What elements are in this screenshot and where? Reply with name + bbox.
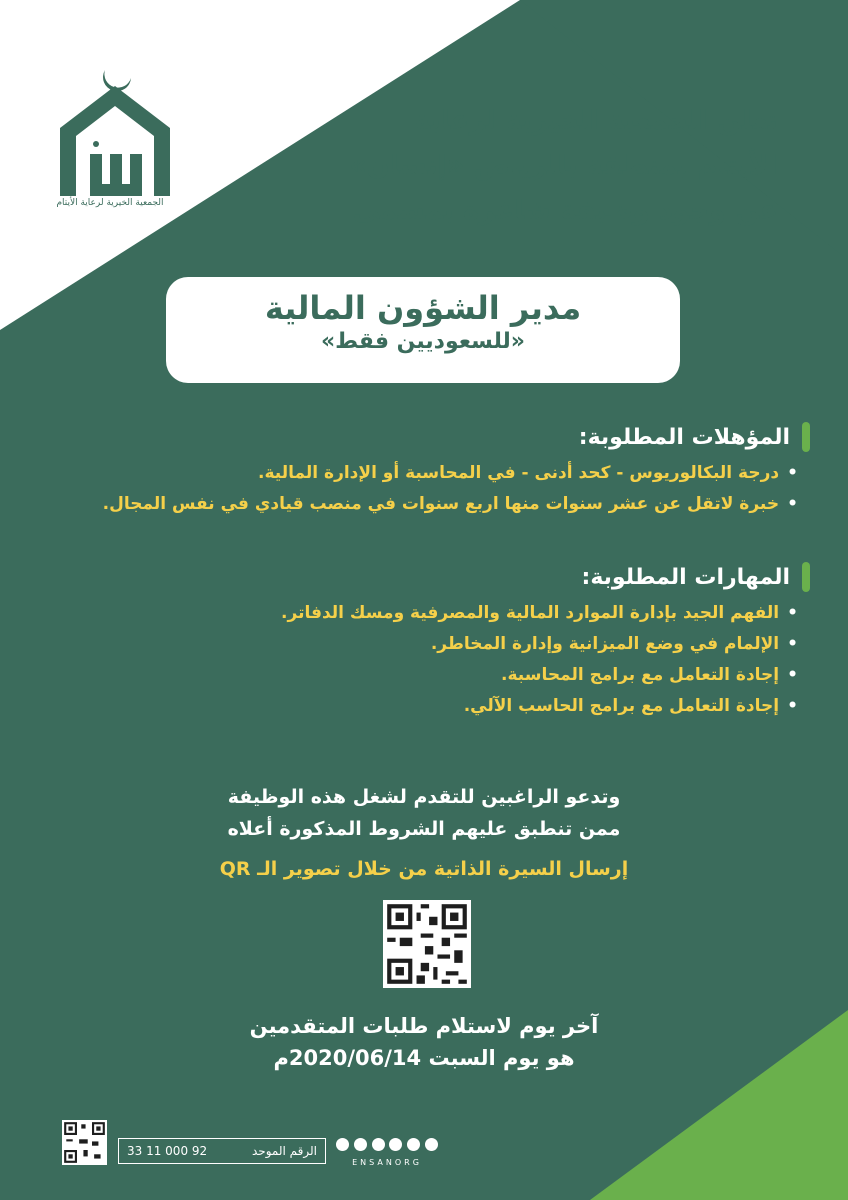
qualifications-section xyxy=(103,422,810,520)
section-marker xyxy=(802,422,810,452)
qualifications-heading: المؤهلات المطلوبة: xyxy=(578,424,790,450)
section-marker xyxy=(802,562,810,592)
call-line-3: إرسال السيرة الذاتية من خلال تصوير الـ QR xyxy=(219,858,629,880)
linkedin-icon[interactable] xyxy=(425,1138,438,1151)
skills-heading-row xyxy=(281,562,810,592)
twitter-icon[interactable] xyxy=(336,1138,349,1151)
facebook-icon[interactable] xyxy=(354,1138,367,1151)
skills-section xyxy=(281,562,810,722)
skills-list xyxy=(281,598,810,722)
list-item: •الإلمام في وضع الميزانية وإدارة المخاطر. xyxy=(430,634,798,654)
instagram-icon[interactable] xyxy=(407,1138,420,1151)
footer-brand: ENSANORG xyxy=(352,1158,422,1167)
intro-line-3: عن وجود وظيفة شاغرة بمسمى xyxy=(352,195,778,226)
job-subtitle: «للسعوديين فقط» xyxy=(320,329,526,354)
logo-caption: الجمعية الخيرية لرعاية الأيتام xyxy=(56,198,164,208)
social-icons xyxy=(336,1138,438,1158)
list-item: •إجادة التعامل مع برامج الحاسب الآلي. xyxy=(463,696,798,716)
job-title-box xyxy=(166,277,680,383)
qr-code[interactable] xyxy=(383,900,471,988)
skills-heading: المهارات المطلوبة: xyxy=(581,564,790,590)
ensan-logo-icon xyxy=(50,58,180,218)
call-line-2: ممن تنطبق عليهم الشروط المذكورة أعلاه xyxy=(227,818,621,840)
call-line-1: وتدعو الراغبين للتقدم لشغل هذه الوظيفة xyxy=(227,786,621,808)
phone-label: الرقم الموحد xyxy=(252,1144,317,1158)
footer-qr-code[interactable] xyxy=(62,1120,107,1165)
list-item: •الفهم الجيد بإدارة الموارد المالية والمصرفية ومسك الدفاتر. xyxy=(281,603,798,623)
unified-number-box xyxy=(118,1138,326,1164)
job-title: مدير الشؤون المالية xyxy=(264,289,582,327)
list-item: •خبرة لاتقل عن عشر سنوات منها اربع سنوات في منصب قيادي في نفس المجال. xyxy=(102,494,798,514)
intro-line-2: الأيتام بمنطقة بالرياض «إنسان» xyxy=(349,150,778,181)
list-item: •درجة البكالوريوس - كحد أدنى - في المحاسبة أو الإدارة المالية. xyxy=(258,463,798,483)
green-corner-shape xyxy=(590,1010,848,1200)
qualifications-heading-row xyxy=(103,422,810,452)
snapchat-icon[interactable] xyxy=(372,1138,385,1151)
list-item: •إجادة التعامل مع برامج المحاسبة. xyxy=(501,665,798,685)
deadline-line-1: آخر يوم لاستلام طلبات المتقدمين xyxy=(249,1014,599,1038)
intro-text xyxy=(308,98,778,233)
intro-line-1: تعلن الجمعية الخيرية لرعاية xyxy=(414,105,778,136)
youtube-icon[interactable] xyxy=(389,1138,402,1151)
phone-number: 33 11 000 92 xyxy=(127,1144,208,1158)
qualifications-list xyxy=(103,458,810,520)
deadline-line-2: هو يوم السبت 2020/06/14م xyxy=(273,1046,575,1070)
